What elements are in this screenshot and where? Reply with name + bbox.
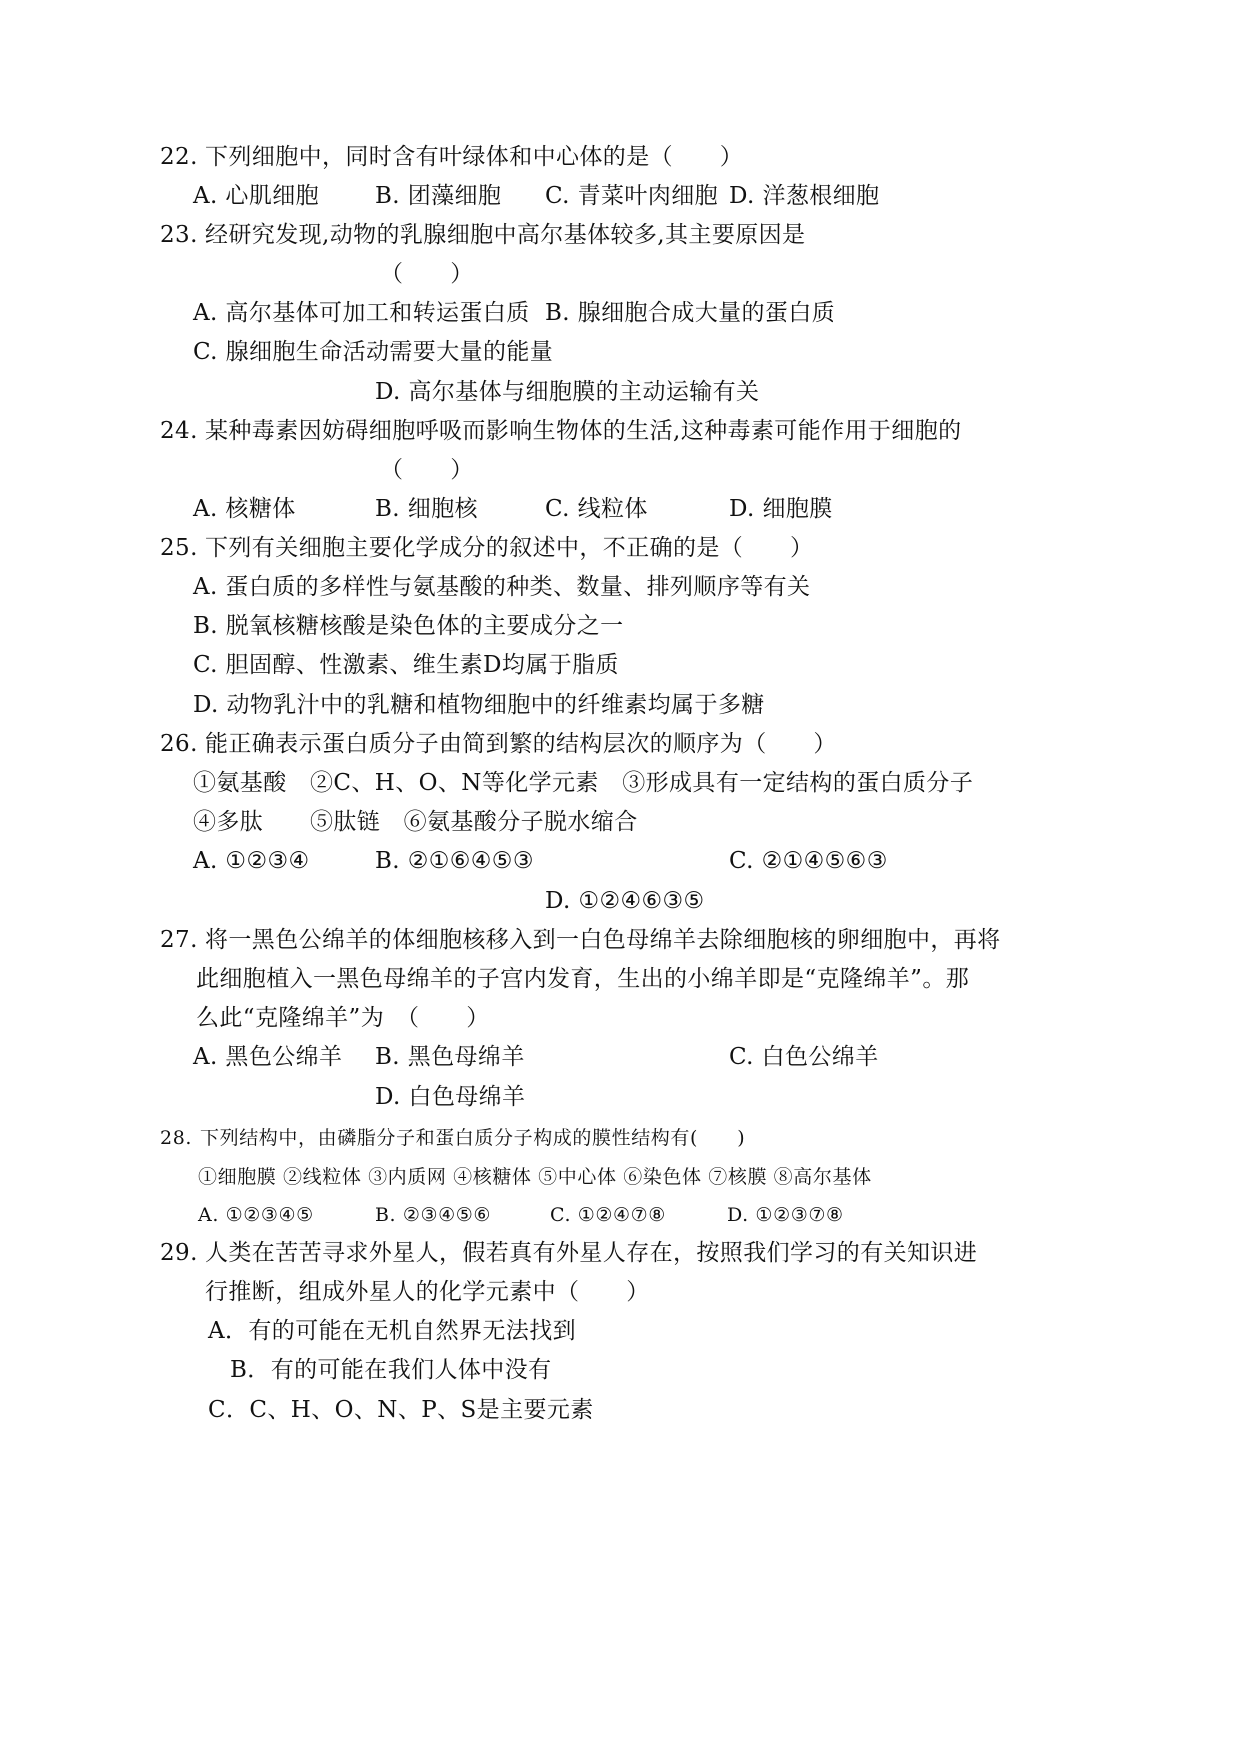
q28-items: ①细胞膜 ②线粒体 ③内质网 ④核糖体 ⑤中心体 ⑥染色体 ⑦核膜 ⑧高尔基体 [198,1166,872,1188]
q24-option-d[interactable]: D. 细胞膜 [729,496,833,522]
q27-stem-line3: 么此“克隆绵羊”为 （ ） [196,1005,490,1031]
q22-stem: 下列细胞中，同时含有叶绿体和中心体的是（ ） [205,144,744,170]
q25-option-a[interactable]: A. 蛋白质的多样性与氨基酸的种类、数量、排列顺序等有关 [193,574,811,600]
q27-stem-line1: 将一黑色公绵羊的体细胞核移入到一白色母绵羊去除细胞核的卵细胞中，再将 [205,927,1001,953]
q22-option-a[interactable]: A. 心肌细胞 [193,183,320,209]
q26-option-b[interactable]: B. ②①⑥④⑤③ [375,848,534,874]
q28-option-c[interactable]: C. ①②④⑦⑧ [550,1204,666,1226]
q27-stem-line2: 此细胞植入一黑色母绵羊的子宫内发育，生出的小绵羊即是“克隆绵羊”。那 [196,966,970,992]
q27-option-b[interactable]: B. 黑色母绵羊 [375,1044,525,1070]
q22-option-c[interactable]: C. 青菜叶肉细胞 [545,183,719,209]
q27-option-a[interactable]: A. 黑色公绵羊 [193,1044,343,1070]
q23-option-d[interactable]: D. 高尔基体与细胞膜的主动运输有关 [375,379,760,405]
q26-stem: 能正确表示蛋白质分子由简到繁的结构层次的顺序为（ ） [205,731,837,757]
q28-option-b[interactable]: B. ②③④⑤⑥ [375,1204,492,1226]
q24-answer-paren: （ ） [380,457,474,483]
q25-stem: 下列有关细胞主要化学成分的叙述中，不正确的是（ ） [205,535,814,561]
q23-option-a[interactable]: A. 高尔基体可加工和转运蛋白质 [193,300,530,326]
q26-option-a[interactable]: A. ①②③④ [193,848,310,874]
q24-number: 24. [160,418,198,444]
q28-stem: 下列结构中，由磷脂分子和蛋白质分子构成的膜性结构有( ) [200,1127,746,1149]
q23-option-b[interactable]: B. 腺细胞合成大量的蛋白质 [545,300,836,326]
q28-option-d[interactable]: D. ①②③⑦⑧ [727,1204,844,1226]
q25-option-b[interactable]: B. 脱氧核糖核酸是染色体的主要成分之一 [193,613,624,639]
q26-items-line1: ①氨基酸 ②C、H、O、N等化学元素 ③形成具有一定结构的蛋白质分子 [193,770,974,796]
q29-stem-line1: 人类在苦苦寻求外星人，假若真有外星人存在，按照我们学习的有关知识进 [205,1240,978,1266]
q29-number: 29. [160,1240,198,1266]
q28-option-a[interactable]: A. ①②③④⑤ [198,1204,314,1226]
q29-option-b[interactable]: B．有的可能在我们人体中没有 [230,1357,552,1383]
q27-option-c[interactable]: C. 白色公绵羊 [729,1044,879,1070]
q29-stem-line2: 行推断，组成外星人的化学元素中（ ） [205,1279,650,1305]
q24-stem: 某种毒素因妨碍细胞呼吸而影响生物体的生活,这种毒素可能作用于细胞的 [205,418,962,444]
q24-option-a[interactable]: A. 核糖体 [193,496,296,522]
q29-option-a[interactable]: A．有的可能在无机自然界无法找到 [208,1318,577,1344]
q26-option-c[interactable]: C. ②①④⑤⑥③ [729,848,888,874]
q24-option-c[interactable]: C. 线粒体 [545,496,648,522]
q26-items-line2: ④多肽 ⑤肽链 ⑥氨基酸分子脱水缩合 [193,809,638,835]
q23-answer-paren: （ ） [380,261,474,287]
q23-option-c[interactable]: C. 腺细胞生命活动需要大量的能量 [193,339,554,365]
q29-option-c[interactable]: C．C、H、O、N、P、S是主要元素 [208,1397,594,1423]
q27-option-d[interactable]: D. 白色母绵羊 [375,1084,526,1110]
q23-number: 23. [160,222,198,248]
q22-option-d[interactable]: D. 洋葱根细胞 [729,183,880,209]
q28-number: 28. [160,1127,193,1149]
q27-number: 27. [160,927,198,953]
q25-option-d[interactable]: D. 动物乳汁中的乳糖和植物细胞中的纤维素均属于多糖 [193,692,765,718]
q25-option-c[interactable]: C. 胆固醇、性激素、维生素D均属于脂质 [193,652,619,678]
q22-option-b[interactable]: B. 团藻细胞 [375,183,502,209]
q22-number: 22. [160,144,198,170]
q25-number: 25. [160,535,198,561]
q24-option-b[interactable]: B. 细胞核 [375,496,478,522]
q26-number: 26. [160,731,198,757]
q23-stem: 经研究发现,动物的乳腺细胞中高尔基体较多,其主要原因是 [205,222,806,248]
q26-option-d[interactable]: D. ①②④⑥③⑤ [545,888,705,914]
